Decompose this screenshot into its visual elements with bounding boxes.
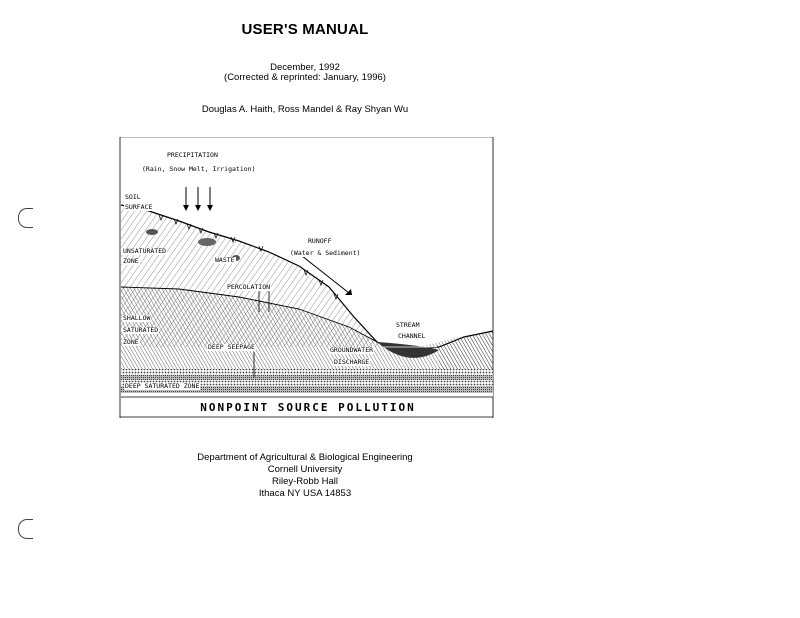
address-line-4: Ithaca NY USA 14853	[258, 488, 352, 499]
label-deep-seepage: DEEP SEEPAGE	[208, 343, 255, 351]
label-deep-saturated-zone: DEEP SATURATED ZONE	[125, 382, 200, 390]
binding-hole-mark-bottom	[18, 519, 33, 539]
label-groundwater: GROUNDWATER	[330, 346, 374, 354]
label-discharge: DISCHARGE	[334, 358, 370, 366]
label-runoff: RUNOFF	[308, 237, 332, 245]
figure-title: NONPOINT SOURCE POLLUTION	[200, 401, 416, 414]
label-runoff-sub: (Water & Sediment)	[290, 249, 361, 257]
label-waste: WASTE	[215, 256, 235, 264]
binding-hole-mark-top	[18, 208, 33, 228]
label-soil: SOIL	[125, 193, 141, 201]
address-line-2: Cornell University	[267, 464, 343, 475]
date-line-1: December, 1992	[270, 62, 340, 73]
label-surface: SURFACE	[125, 203, 153, 211]
label-zone-unsaturated: ZONE	[123, 257, 139, 265]
label-zone-saturated: ZONE	[123, 338, 139, 346]
nonpoint-source-pollution-figure	[119, 137, 495, 418]
address-line-3: Riley-Robb Hall	[272, 476, 338, 487]
label-shallow: SHALLOW	[123, 314, 151, 322]
manual-title: USER'S MANUAL	[241, 21, 369, 38]
date-line-2: (Corrected & reprinted: January, 1996)	[224, 72, 386, 83]
label-unsaturated: UNSATURATED	[123, 247, 167, 255]
label-percolation: PERCOLATION	[227, 283, 271, 291]
authors-line: Douglas A. Haith, Ross Mandel & Ray Shyan Wu	[201, 104, 409, 115]
address-line-1: Department of Agricultural & Biological Engineering	[197, 452, 413, 463]
label-precipitation-sub: (Rain, Snow Melt, Irrigation)	[142, 165, 256, 173]
cross-section-diagram	[119, 137, 495, 418]
label-precipitation: PRECIPITATION	[167, 151, 218, 159]
label-channel: CHANNEL	[398, 332, 426, 340]
label-saturated: SATURATED	[123, 326, 159, 334]
label-stream: STREAM	[396, 321, 420, 329]
